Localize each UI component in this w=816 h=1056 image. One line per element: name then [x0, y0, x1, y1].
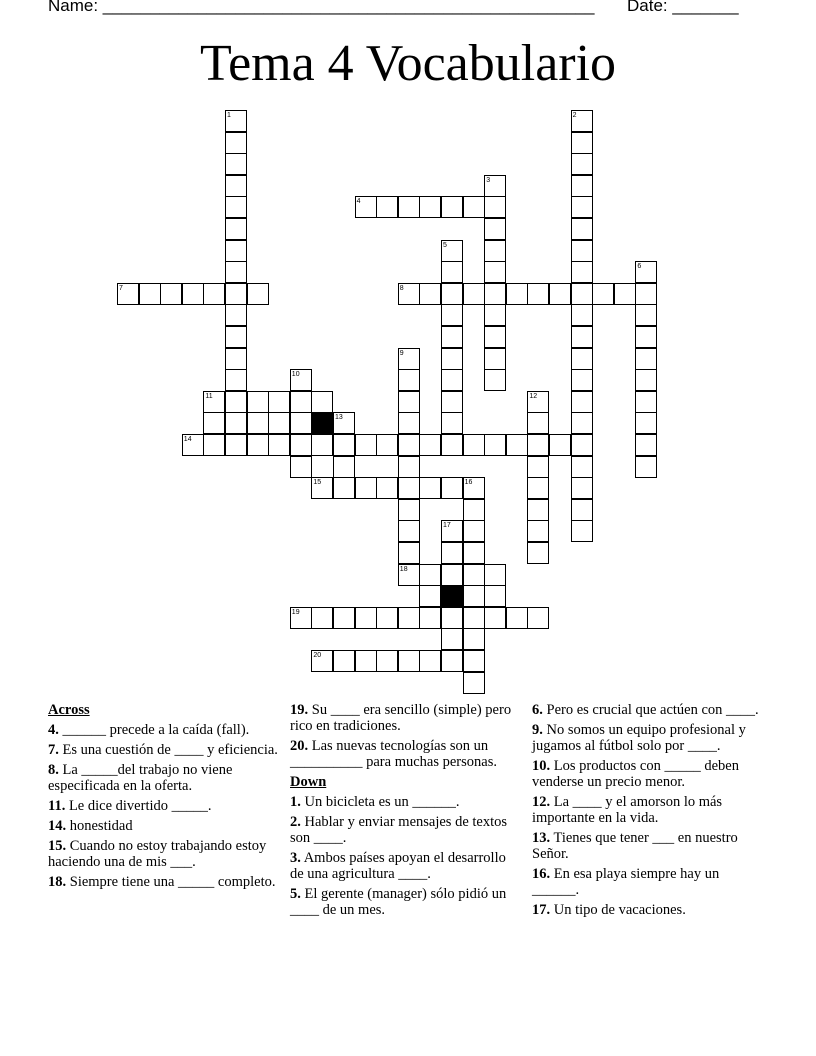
grid-cell[interactable]	[441, 607, 463, 629]
grid-cell[interactable]	[441, 434, 463, 456]
clue-number-label: 6	[637, 263, 642, 271]
grid-cell[interactable]	[571, 132, 593, 154]
grid-cell[interactable]	[225, 369, 247, 391]
grid-cell[interactable]	[463, 542, 485, 564]
grid-cell[interactable]	[484, 348, 506, 370]
clue-text: honestidad	[66, 818, 133, 834]
grid-cell[interactable]	[398, 434, 420, 456]
clue-number-label: 16	[464, 479, 473, 487]
grid-cell[interactable]	[247, 434, 269, 456]
clue-text: El gerente (manager) sólo pidió un ____ de un mes.	[290, 886, 507, 918]
clue-number-label: 18	[399, 565, 408, 573]
grid-cell[interactable]	[441, 542, 463, 564]
clue-text: Un bicicleta es un ______.	[300, 794, 460, 810]
clue-across-4	[48, 722, 278, 738]
grid-cell[interactable]	[419, 585, 441, 607]
clue-number-label: 1	[227, 112, 231, 119]
clue-text: No somos un equipo profesional y jugamos al fútbol solo por ____.	[532, 722, 746, 754]
clue-down-9	[532, 722, 762, 754]
grid-cell[interactable]	[484, 218, 506, 240]
grid-cell[interactable]	[463, 585, 485, 607]
grid-cell[interactable]	[506, 283, 528, 305]
grid-cell[interactable]	[225, 434, 247, 456]
grid-cell[interactable]	[571, 175, 593, 197]
grid-cell[interactable]	[527, 499, 549, 521]
grid-cell[interactable]	[225, 283, 247, 305]
clue-text: Las nuevas tecnologías son un __________ para muchas personas.	[290, 738, 497, 770]
clue-number-label: 13	[335, 414, 343, 422]
grid-cell[interactable]	[635, 412, 657, 434]
clue-text: Pero es crucial que actúen con ____.	[542, 702, 759, 718]
grid-cell[interactable]	[571, 499, 593, 521]
grid-cell[interactable]	[571, 412, 593, 434]
grid-cell[interactable]	[290, 434, 312, 456]
clue-column-1	[48, 702, 278, 894]
grid-cell[interactable]	[247, 412, 269, 434]
clue-down-1	[290, 794, 520, 810]
clue-down-12	[532, 794, 762, 826]
grid-cell[interactable]	[225, 391, 247, 413]
clue-number-label: 17	[443, 522, 451, 530]
grid-cell[interactable]	[419, 283, 441, 305]
grid-cell[interactable]	[268, 391, 290, 413]
grid-block	[441, 585, 463, 607]
grid-cell[interactable]	[333, 456, 355, 478]
grid-cell[interactable]	[527, 434, 549, 456]
grid-cell[interactable]	[398, 542, 420, 564]
clue-number-label: 11	[205, 392, 213, 400]
grid-cell[interactable]	[463, 564, 485, 586]
grid-cell[interactable]	[571, 434, 593, 456]
grid-cell[interactable]	[463, 672, 485, 694]
grid-cell[interactable]	[398, 650, 420, 672]
clue-number: 12.	[532, 794, 551, 810]
grid-cell[interactable]	[506, 607, 528, 629]
clue-number: 11.	[48, 798, 66, 814]
grid-cell[interactable]	[571, 196, 593, 218]
clue-number: 13.	[532, 830, 551, 846]
grid-cell[interactable]	[203, 412, 225, 434]
clue-number-label: 9	[399, 349, 404, 357]
grid-cell[interactable]	[268, 412, 290, 434]
grid-cell[interactable]	[463, 650, 485, 672]
grid-cell[interactable]	[571, 240, 593, 262]
grid-cell[interactable]	[484, 585, 506, 607]
grid-cell[interactable]	[635, 283, 657, 305]
grid-cell[interactable]	[441, 304, 463, 326]
grid-cell[interactable]	[398, 477, 420, 499]
clue-text: Cuando no estoy trabajando estoy haciendo una de mis ___.	[48, 838, 267, 870]
grid-cell[interactable]	[549, 283, 571, 305]
clue-down-10	[532, 758, 762, 790]
grid-cell[interactable]	[571, 326, 593, 348]
clue-across-11	[48, 798, 278, 814]
clue-number: 10.	[532, 758, 551, 774]
grid-cell[interactable]	[527, 456, 549, 478]
grid-cell[interactable]	[506, 434, 528, 456]
grid-cell[interactable]	[376, 650, 398, 672]
clue-down-17	[532, 902, 762, 918]
grid-cell[interactable]	[441, 283, 463, 305]
grid-cell[interactable]	[441, 196, 463, 218]
grid-cell[interactable]	[441, 391, 463, 413]
grid-cell[interactable]	[484, 369, 506, 391]
clue-down-16	[532, 866, 762, 898]
clue-number-label: 19	[291, 608, 300, 616]
grid-cell[interactable]	[419, 477, 441, 499]
clue-number: 17.	[532, 902, 551, 918]
grid-cell[interactable]	[527, 283, 549, 305]
grid-cell[interactable]	[527, 520, 549, 542]
clue-text: ______ precede a la caída (fall).	[58, 722, 250, 738]
grid-cell[interactable]	[635, 456, 657, 478]
grid-cell[interactable]	[398, 456, 420, 478]
grid-cell[interactable]	[635, 434, 657, 456]
grid-cell[interactable]	[571, 261, 593, 283]
grid-cell[interactable]	[225, 196, 247, 218]
grid-cell[interactable]	[463, 283, 485, 305]
grid-cell[interactable]	[571, 520, 593, 542]
clue-text: Tienes que tener ___ en nuestro Señor.	[532, 830, 738, 862]
grid-cell[interactable]	[376, 434, 398, 456]
grid-cell[interactable]	[355, 607, 377, 629]
clue-number-label: 12	[529, 392, 538, 400]
grid-cell[interactable]	[247, 391, 269, 413]
grid-cell[interactable]	[484, 304, 506, 326]
grid-cell[interactable]	[355, 650, 377, 672]
grid-cell[interactable]	[463, 520, 485, 542]
grid-cell[interactable]	[376, 477, 398, 499]
grid-cell[interactable]	[463, 499, 485, 521]
clue-text: Hablar y enviar mensajes de textos son ____.	[290, 814, 508, 846]
grid-cell[interactable]	[225, 348, 247, 370]
grid-cell[interactable]	[484, 240, 506, 262]
grid-cell[interactable]	[571, 348, 593, 370]
grid-cell[interactable]	[484, 261, 506, 283]
grid-cell[interactable]	[571, 456, 593, 478]
grid-cell[interactable]	[225, 304, 247, 326]
grid-cell[interactable]	[419, 650, 441, 672]
clue-number: 14.	[48, 818, 67, 834]
grid-cell[interactable]	[635, 326, 657, 348]
grid-cell[interactable]	[549, 434, 571, 456]
clue-text: La _____del trabajo no viene especificada en la oferta.	[48, 762, 233, 794]
down-heading: Down	[290, 774, 327, 790]
grid-cell[interactable]	[635, 348, 657, 370]
clue-across-20	[290, 738, 520, 770]
clue-number: 18.	[48, 874, 67, 890]
clue-number-label: 10	[291, 371, 300, 379]
clue-across-8	[48, 762, 278, 794]
across-heading: Across	[48, 702, 90, 718]
grid-cell[interactable]	[225, 412, 247, 434]
name-field[interactable]: Name: ____________________________________________________	[48, 0, 595, 15]
clue-number-label: 3	[486, 176, 491, 184]
page-title: Tema 4 Vocabulario	[199, 35, 617, 92]
grid-cell[interactable]	[398, 196, 420, 218]
grid-cell[interactable]	[441, 326, 463, 348]
grid-cell[interactable]	[463, 607, 485, 629]
grid-cell[interactable]	[419, 564, 441, 586]
grid-cell[interactable]	[571, 218, 593, 240]
grid-cell[interactable]	[571, 477, 593, 499]
clue-across-18	[48, 874, 278, 890]
clue-number: 20.	[290, 738, 309, 754]
clue-number: 5.	[290, 886, 301, 902]
grid-cell[interactable]	[268, 434, 290, 456]
grid-cell[interactable]	[571, 304, 593, 326]
clue-number: 2.	[290, 814, 301, 830]
grid-cell[interactable]	[355, 477, 377, 499]
grid-cell[interactable]	[571, 391, 593, 413]
clue-down-5	[290, 886, 520, 918]
grid-cell[interactable]	[635, 391, 657, 413]
grid-cell[interactable]	[527, 477, 549, 499]
grid-cell[interactable]	[290, 456, 312, 478]
clue-number-label: 4	[356, 198, 361, 206]
clue-column-2	[290, 702, 520, 922]
grid-block	[311, 412, 333, 434]
grid-cell[interactable]	[398, 607, 420, 629]
clue-text: En esa playa siempre hay un ______.	[532, 866, 720, 898]
clue-text: Le dice divertido _____.	[65, 798, 212, 814]
grid-cell[interactable]	[225, 175, 247, 197]
clue-text: Su ____ era sencillo (simple) pero rico en tradiciones.	[290, 702, 512, 734]
grid-cell[interactable]	[311, 391, 333, 413]
clue-number-label: 20	[313, 652, 322, 659]
grid-cell[interactable]	[247, 283, 269, 305]
clue-number: 19.	[290, 702, 309, 718]
grid-cell[interactable]	[419, 196, 441, 218]
grid-cell[interactable]	[484, 326, 506, 348]
clue-number-label: 5	[443, 241, 447, 249]
grid-cell[interactable]	[441, 261, 463, 283]
clue-across-19	[290, 702, 520, 734]
grid-cell[interactable]	[376, 196, 398, 218]
clue-text: Siempre tiene una _____ completo.	[66, 874, 276, 890]
grid-cell[interactable]	[463, 434, 485, 456]
grid-cell[interactable]	[527, 412, 549, 434]
grid-cell[interactable]	[463, 628, 485, 650]
clue-number: 1.	[290, 794, 301, 810]
grid-cell[interactable]	[527, 542, 549, 564]
clue-down-6	[532, 702, 762, 718]
grid-cell[interactable]	[463, 196, 485, 218]
grid-cell[interactable]	[571, 153, 593, 175]
clue-number: 4.	[48, 722, 59, 738]
grid-cell[interactable]	[376, 607, 398, 629]
clue-number: 16.	[532, 866, 551, 882]
grid-cell[interactable]	[484, 564, 506, 586]
date-field[interactable]: Date: _______	[627, 0, 739, 15]
clue-down-13	[532, 830, 762, 862]
grid-cell[interactable]	[614, 283, 636, 305]
grid-cell[interactable]	[571, 369, 593, 391]
grid-cell[interactable]	[441, 412, 463, 434]
grid-cell[interactable]	[225, 218, 247, 240]
grid-cell[interactable]	[484, 607, 506, 629]
clue-number-label: 2	[572, 112, 577, 119]
grid-cell[interactable]	[182, 283, 204, 305]
grid-cell[interactable]	[527, 607, 549, 629]
clue-number-label: 7	[119, 284, 123, 292]
clue-number: 3.	[290, 850, 301, 866]
clue-text: Ambos países apoyan el desarrollo de una agricultura ____.	[290, 850, 506, 882]
grid-cell[interactable]	[571, 283, 593, 305]
clue-text: La ____ y el amorson lo más importante en la vida.	[532, 794, 723, 826]
clue-across-7	[48, 742, 278, 758]
grid-cell[interactable]	[311, 607, 333, 629]
clue-text: Los productos con _____ deben venderse un precio menor.	[532, 758, 739, 790]
clue-number: 6.	[532, 702, 543, 718]
grid-cell[interactable]	[333, 607, 355, 629]
grid-cell[interactable]	[355, 434, 377, 456]
clue-text: Un tipo de vacaciones.	[550, 902, 686, 918]
grid-cell[interactable]	[441, 369, 463, 391]
clue-number: 9.	[532, 722, 543, 738]
grid-cell[interactable]	[203, 283, 225, 305]
grid-cell[interactable]	[139, 283, 161, 305]
clue-column-3	[532, 702, 762, 922]
grid-cell[interactable]	[398, 499, 420, 521]
clue-across-15	[48, 838, 278, 870]
clue-number: 8.	[48, 762, 59, 778]
grid-cell[interactable]	[225, 132, 247, 154]
grid-cell[interactable]	[419, 607, 441, 629]
grid-cell[interactable]	[484, 434, 506, 456]
clue-down-3	[290, 850, 520, 882]
clue-across-14	[48, 818, 278, 834]
grid-cell[interactable]	[592, 283, 614, 305]
grid-cell[interactable]	[398, 391, 420, 413]
grid-cell[interactable]	[203, 434, 225, 456]
grid-cell[interactable]	[635, 304, 657, 326]
grid-cell[interactable]	[484, 283, 506, 305]
grid-cell[interactable]	[441, 348, 463, 370]
clue-number: 7.	[48, 742, 59, 758]
clue-number-label: 15	[313, 479, 322, 487]
grid-cell[interactable]	[419, 434, 441, 456]
grid-cell[interactable]	[441, 628, 463, 650]
grid-cell[interactable]	[333, 650, 355, 672]
grid-cell[interactable]	[290, 412, 312, 434]
grid-cell[interactable]	[225, 240, 247, 262]
grid-cell[interactable]	[225, 153, 247, 175]
grid-cell[interactable]	[333, 477, 355, 499]
grid-cell[interactable]	[484, 196, 506, 218]
grid-cell[interactable]	[290, 391, 312, 413]
grid-cell[interactable]	[160, 283, 182, 305]
grid-cell[interactable]	[635, 369, 657, 391]
grid-cell[interactable]	[225, 261, 247, 283]
grid-cell[interactable]	[441, 650, 463, 672]
grid-cell[interactable]	[225, 326, 247, 348]
grid-cell[interactable]	[441, 564, 463, 586]
grid-cell[interactable]	[398, 520, 420, 542]
clue-number: 15.	[48, 838, 67, 854]
grid-cell[interactable]	[441, 477, 463, 499]
grid-cell[interactable]	[311, 434, 333, 456]
grid-cell[interactable]	[398, 369, 420, 391]
clue-number-label: 14	[183, 436, 192, 443]
clue-down-2	[290, 814, 520, 846]
clue-text: Es una cuestión de ____ y eficiencia.	[58, 742, 278, 758]
grid-cell[interactable]	[398, 412, 420, 434]
grid-cell[interactable]	[333, 434, 355, 456]
clue-number-label: 8	[399, 284, 404, 292]
